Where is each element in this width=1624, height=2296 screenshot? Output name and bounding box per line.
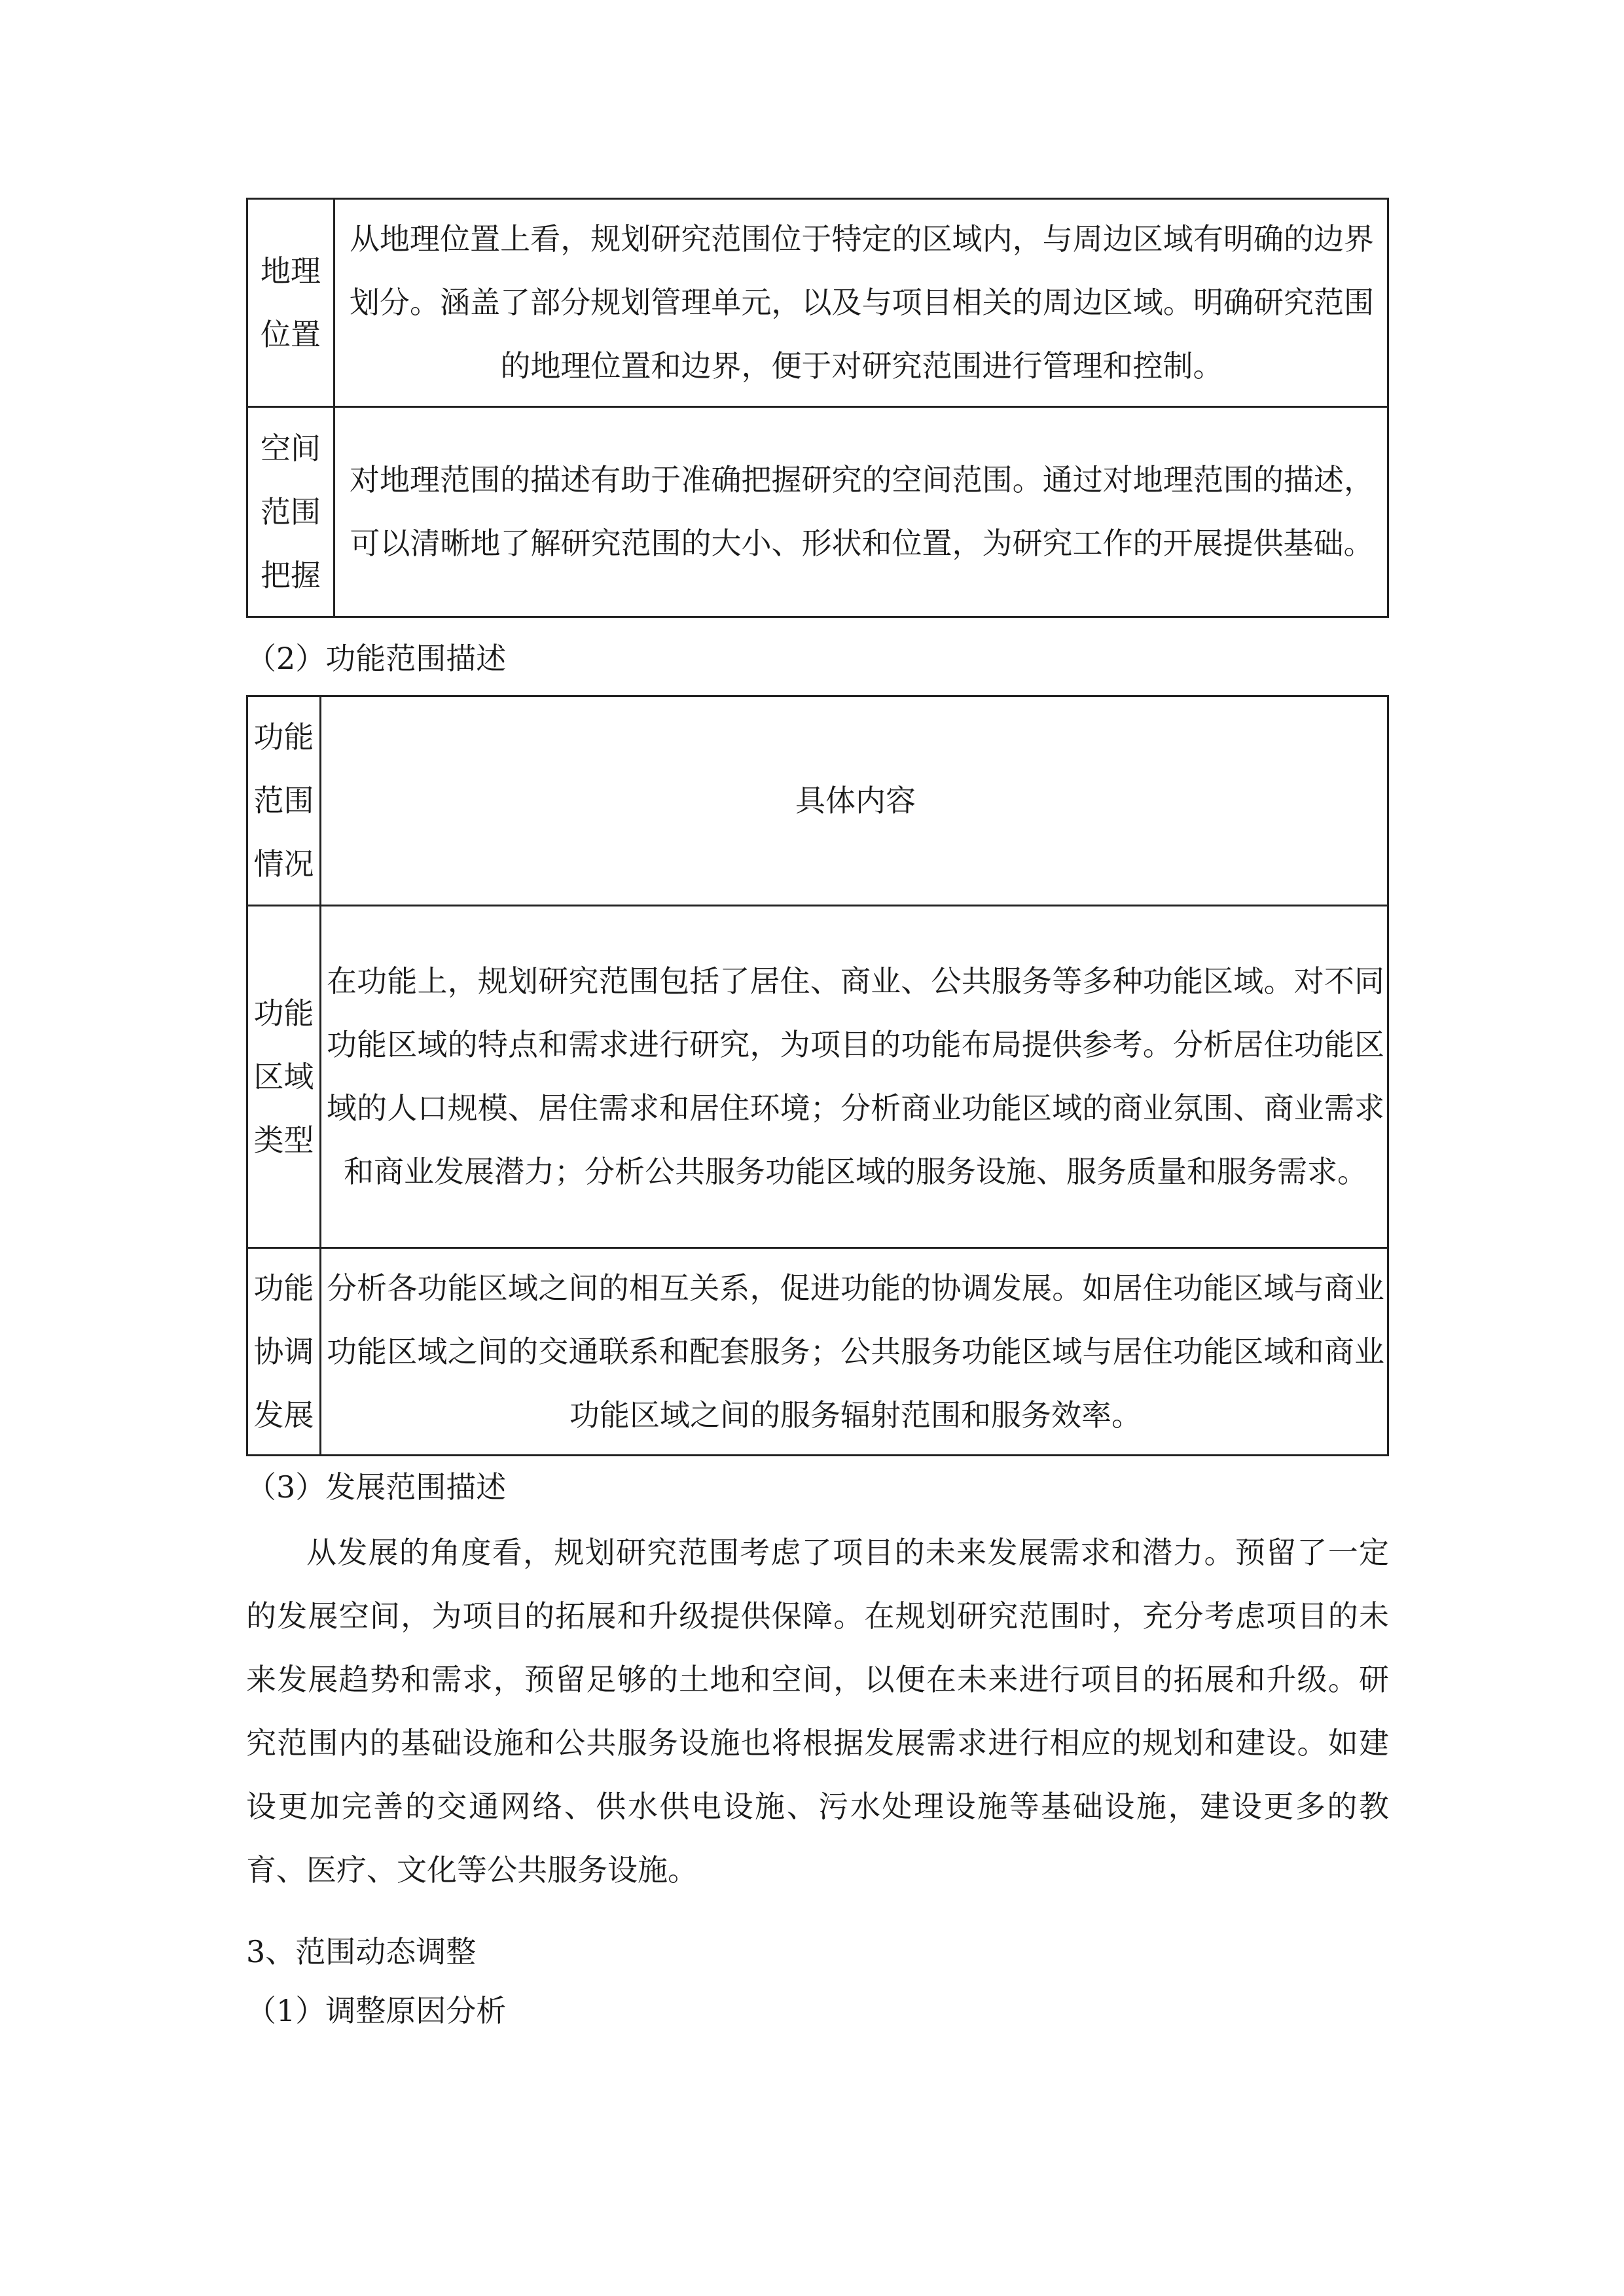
row-content-geographic-location <box>334 199 1388 407</box>
table-row <box>247 906 1388 1248</box>
row-label-geographic-location: 地理位置 <box>247 199 334 407</box>
row-label-function-coordination: 功能协调发展 <box>247 1248 321 1456</box>
development-paragraph: 从发展的角度看，规划研究范围考虑了项目的未来发展需求和潜力。预留了一定的发展空间，为项目的拓展和升级提供保障。在规划研究范围时，充分考虑项目的未来发展趋势和需求，预留足够的土地和空间，以便在未来进行项目的拓展和升级。研究范围内的基础设施和公共服务设施也将根据发展需求进行相应的规划和建设。如建设更加完善的交通网络、供水供电设施、污水处理设施等基础设施，建设更多的教育、医疗、文化等公共服务设施。 <box>246 1535 1389 1888</box>
row-label-function-area-type: 功能区域类型 <box>247 906 321 1248</box>
header-label: 功能范围情况 <box>247 696 321 906</box>
geographic-range-table <box>246 198 1389 618</box>
table-header-row <box>247 696 1388 906</box>
section-heading-dynamic-adjustment: 3、范围动态调整 <box>246 1934 477 1969</box>
cell-text: 具体内容 <box>795 783 916 818</box>
section-heading-development-range: （3）发展范围描述 <box>246 1469 507 1505</box>
cell-text: 在功能上，规划研究范围包括了居住、商业、公共服务等多种功能区域。对不同功能区域的特点和需求进行研究，为项目的功能布局提供参考。分析居住功能区域的人口规模、居住需求和居住环境；分析商业功能区域的商业氛围、商业需求和商业发展潜力；分析公共服务功能区域的服务设施、服务质量和服务需求。 <box>327 963 1384 1189</box>
row-label-spatial-range: 空间范围把握 <box>247 407 334 617</box>
table-row <box>247 199 1388 407</box>
function-range-table <box>246 695 1389 1456</box>
cell-text: 分析各功能区域之间的相互关系，促进功能的协调发展。如居住功能区域与商业功能区域之间的交通联系和配套服务；公共服务功能区域与居住功能区域和商业功能区域之间的服务辐射范围和服务效率。 <box>327 1270 1384 1433</box>
section-heading-adjustment-reasons: （1）调整原因分析 <box>246 1993 507 2028</box>
header-content <box>321 696 1388 906</box>
row-content-function-area-type <box>321 906 1388 1248</box>
row-content-spatial-range <box>334 407 1388 617</box>
table-row <box>247 1248 1388 1456</box>
cell-text: 从地理位置上看，规划研究范围位于特定的区域内，与周边区域有明确的边界划分。涵盖了部分规划管理单元，以及与项目相关的周边区域。明确研究范围的地理位置和边界，便于对研究范围进行管理和控制。 <box>350 221 1374 384</box>
row-content-function-coordination <box>321 1248 1388 1456</box>
cell-text: 对地理范围的描述有助于准确把握研究的空间范围。通过对地理范围的描述，可以清晰地了解研究范围的大小、形状和位置，为研究工作的开展提供基础。 <box>350 462 1374 561</box>
section-heading-function-range: （2）功能范围描述 <box>246 641 507 676</box>
table-row <box>247 407 1388 617</box>
